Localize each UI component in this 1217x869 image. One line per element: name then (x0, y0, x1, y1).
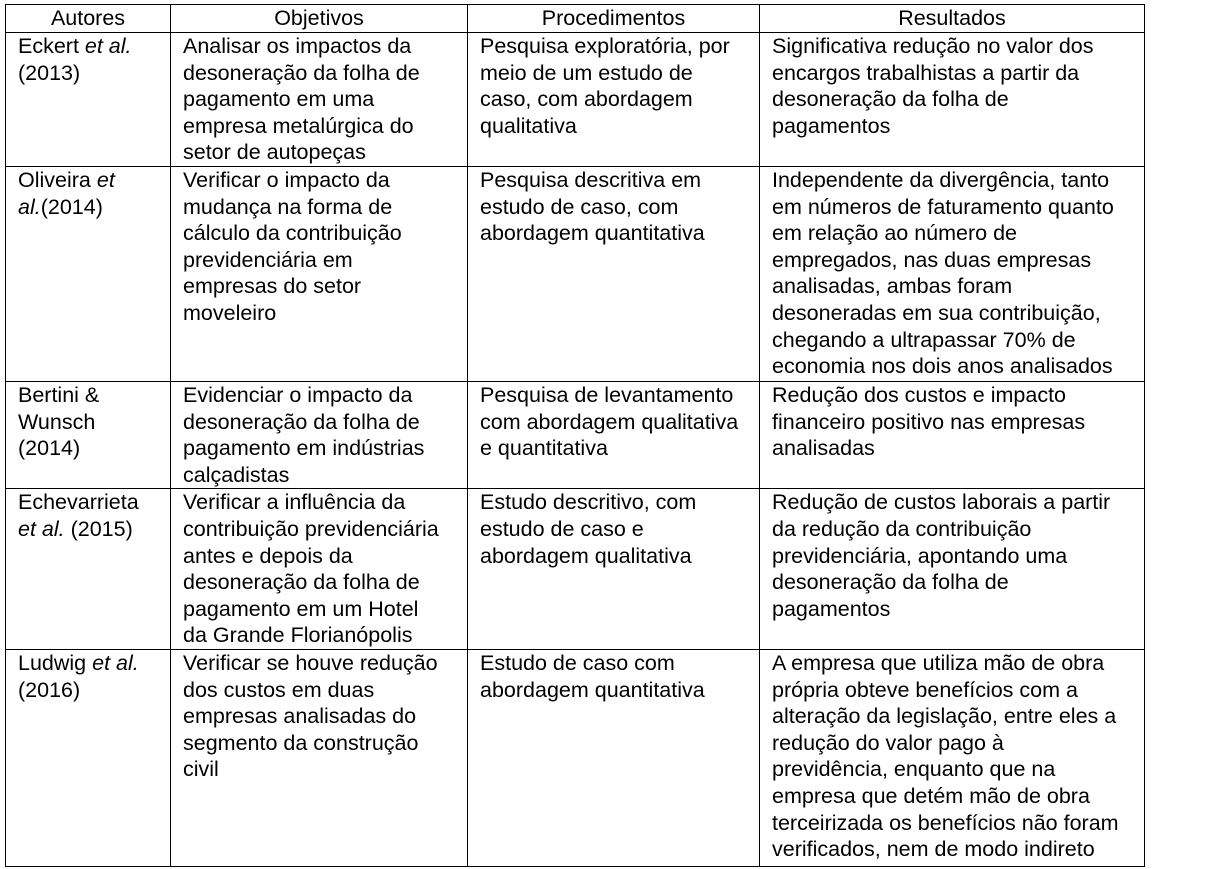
author-italic: et al. (92, 650, 139, 675)
author-italic: et al. (18, 516, 65, 541)
cell-procedimento: Pesquisa exploratória, por meio de um estudo de caso, com abordagem qualitativa (468, 33, 760, 167)
cell-procedimento: Pesquisa descritiva em estudo de caso, com abordagem quantitativa (468, 167, 760, 382)
author-pre: Eckert (18, 34, 85, 58)
author-italic: et al. (84, 34, 132, 58)
header-procedimentos: Procedimentos (468, 5, 760, 33)
cell-resultado: A empresa que utiliza mão de obra própria obteve benefícios com a alteração da legislação, entre eles a redução do valor pago à previdência, enquanto que na empresa que detém mão de obra terceirizada os benefícios não foram verificados, nem de modo indireto (760, 649, 1145, 866)
cell-autores (6, 382, 171, 489)
cell-objetivo: Verificar se houve redução dos custos em duas empresas analisadas do segmento da construção civil (171, 649, 468, 866)
table-row (6, 649, 1145, 866)
cell-autores (6, 489, 171, 650)
cell-autores (6, 167, 171, 382)
author-pre: Bertini & Wunsch (2014) (18, 383, 100, 461)
cell-objetivo: Verificar o impacto da mudança na forma de cálculo da contribuição previdenciária em empresas do setor moveleiro (171, 167, 468, 382)
author-italic: et al. (18, 168, 115, 219)
cell-resultado: Redução de custos laborais a partir da redução da contribuição previdenciária, apontando uma desoneração da folha de pagamentos (760, 489, 1145, 650)
header-row (6, 5, 1145, 33)
cell-procedimento: Estudo de caso com abordagem quantitativa (468, 649, 760, 866)
author-pre: Echevarrieta (18, 490, 139, 515)
literature-review-table (5, 4, 1145, 867)
author-post: (2014) (40, 194, 103, 219)
table-row (6, 489, 1145, 650)
header-objetivos: Objetivos (171, 5, 468, 33)
cell-autores (6, 649, 171, 866)
cell-procedimento: Pesquisa de levantamento com abordagem qualitativa e quantitativa (468, 382, 760, 489)
cell-procedimento: Estudo descritivo, com estudo de caso e abordagem qualitativa (468, 489, 760, 650)
cell-autores (6, 33, 171, 167)
cell-resultado: Significativa redução no valor dos encargos trabalhistas a partir da desoneração da folha de pagamentos (760, 33, 1145, 167)
cell-objetivo: Evidenciar o impacto da desoneração da folha de pagamento em indústrias calçadistas (171, 382, 468, 489)
table-row (6, 167, 1145, 382)
header-autores: Autores (6, 5, 171, 33)
cell-objetivo: Verificar a influência da contribuição previdenciária antes e depois da desoneração da folha de pagamento em um Hotel da Grande Florianópolis (171, 489, 468, 650)
author-post: (2016) (18, 677, 81, 702)
table-row (6, 33, 1145, 167)
author-pre: Oliveira (18, 168, 97, 192)
table-row (6, 382, 1145, 489)
cell-objetivo: Analisar os impactos da desoneração da folha de pagamento em uma empresa metalúrgica do setor de autopeças (171, 33, 468, 167)
author-post: (2013) (18, 60, 81, 85)
cell-resultado: Independente da divergência, tanto em números de faturamento quanto em relação ao número de empregados, nas duas empresas analisadas, ambas foram desoneradas em sua contribuição, chegando a ultrapassar 70% de economia nos dois anos analisados (760, 167, 1145, 382)
author-pre: Ludwig (18, 650, 93, 675)
cell-resultado: Redução dos custos e impacto financeiro positivo nas empresas analisadas (760, 382, 1145, 489)
header-resultados: Resultados (760, 5, 1145, 33)
author-post: (2015) (64, 516, 133, 541)
